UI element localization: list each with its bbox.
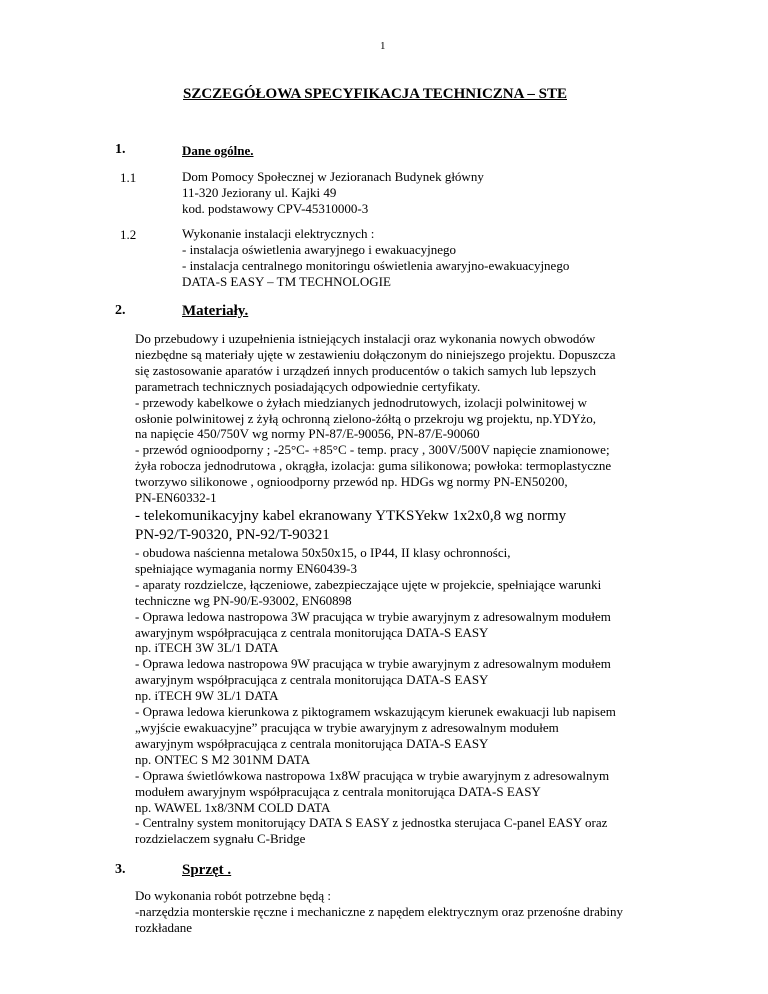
- text-line: tworzywo silikonowe , ognioodporny przewód np. HDGs wg normy PN-EN50200,: [135, 474, 568, 490]
- section-3-number: 3.: [115, 862, 126, 877]
- text-line: - Oprawa ledowa nastropowa 9W pracująca w trybie awaryjnym z adresowalnym modułem: [135, 656, 611, 672]
- section-3-heading: Sprzęt .: [182, 862, 232, 878]
- text-line: niezbędne są materiały ujęte w zestawieniu dołączonym do niniejszego projektu. Dopuszcza: [135, 346, 616, 362]
- section-2-body: [135, 331, 615, 506]
- document-title: SZCZEGÓŁOWA SPECYFIKACJA TECHNICZNA – STE: [183, 86, 567, 102]
- text-line: - przewód ognioodporny ; -25°C- +85°C - temp. pracy , 300V/500V napięcie znamionowe;: [135, 442, 610, 458]
- section-2-heading: Materiały.: [182, 303, 249, 319]
- text-line: PN-92/T-90320, PN-92/T-90321: [135, 527, 330, 543]
- text-line: - przewody kabelkowe o żyłach miedzianych jednodrutowych, izolacji polwinitowej w: [135, 394, 587, 410]
- text-line: spełniające wymagania normy EN60439-3: [135, 560, 358, 576]
- text-line: Wykonanie instalacji elektrycznych :: [182, 226, 375, 241]
- text-line: np. WAWEL 1x8/3NM COLD DATA: [135, 799, 331, 815]
- text-line: rozdzielaczem sygnału C-Bridge: [135, 831, 306, 847]
- section-2-materials-list: [135, 545, 616, 847]
- text-line: Do wykonania robót potrzebne będą :: [135, 888, 332, 903]
- text-line: - instalacja oświetlenia awaryjnego i ewakuacyjnego: [182, 241, 456, 257]
- text-line: - obudowa naścienna metalowa 50x50x15, o IP44, II klasy ochronności,: [135, 545, 511, 560]
- text-line: osłonie polwinitowej z żyłą ochronną zielono-żółtą o przekroju wg projektu, np.YDYżo,: [135, 410, 597, 426]
- text-line: awaryjnym współpracująca z centrala monitorująca DATA-S EASY: [135, 624, 489, 640]
- text-line: - aparaty rozdzielcze, łączeniowe, zabezpieczające ujęte w projekcie, spełniające warunki: [135, 576, 602, 592]
- text-line: - Oprawa ledowa kierunkowa z piktogramem wskazującym kierunek ewakuacji lub napisem: [135, 704, 616, 720]
- text-line: awaryjnym współpracująca z centrala monitorująca DATA-S EASY: [135, 672, 489, 688]
- page-number: 1: [380, 40, 386, 52]
- text-line: na napięcie 450/750V wg normy PN-87/E-90056, PN-87/E-90060: [135, 426, 480, 442]
- text-line: - telekomunikacyjny kabel ekranowany YTKSYekw 1x2x0,8 wg normy: [135, 508, 567, 524]
- item-1-1-text: [182, 169, 484, 217]
- item-1-2-text: [182, 226, 569, 290]
- text-line: PN-EN60332-1: [135, 490, 217, 506]
- text-line: np. iTECH 9W 3L/1 DATA: [135, 688, 279, 704]
- text-line: np. iTECH 3W 3L/1 DATA: [135, 640, 279, 656]
- text-line: modułem awaryjnym współpracująca z centrala monitorująca DATA-S EASY: [135, 783, 541, 799]
- text-line: „wyjście ewakuacyjne” pracująca w trybie awaryjnym z adresowalnym modułem: [135, 719, 559, 735]
- text-line: - Oprawa świetlówkowa nastropowa 1x8W pracująca w trybie awaryjnym z adresowalnym: [135, 767, 610, 783]
- text-line: się zastosowanie aparatów i urządzeń innych producentów o takich samych lub lepszych: [135, 362, 596, 378]
- text-line: - Centralny system monitorujący DATA S EASY z jednostka sterujaca C-panel EASY oraz: [135, 815, 608, 831]
- section-2-cable-item: [135, 507, 566, 545]
- text-line: żyła robocza jednodrutowa , okrągła, izolacja: guma silikonowa; powłoka: termoplastyczne: [135, 458, 612, 474]
- text-line: 11-320 Jeziorany ul. Kajki 49: [182, 184, 337, 200]
- text-line: - instalacja centralnego monitoringu oświetlenia awaryjno-ewakuacyjnego: [182, 257, 570, 273]
- section-1-number: 1.: [115, 142, 126, 157]
- section-3-body: [135, 888, 623, 936]
- text-line: techniczne wg PN-90/E-93002, EN60898: [135, 592, 352, 608]
- text-line: np. ONTEC S M2 301NM DATA: [135, 751, 311, 767]
- text-line: parametrach technicznych posiadających odpowiednie certyfikaty.: [135, 378, 481, 394]
- text-line: kod. podstawowy CPV-45310000-3: [182, 200, 369, 216]
- text-line: - Oprawa ledowa nastropowa 3W pracująca w trybie awaryjnym z adresowalnym modułem: [135, 608, 611, 624]
- text-line: Do przebudowy i uzupełnienia istniejących instalacji oraz wykonania nowych obwodów: [135, 331, 596, 346]
- text-line: Dom Pomocy Społecznej w Jezioranach Budynek główny: [182, 169, 484, 184]
- text-line: -narzędzia monterskie ręczne i mechaniczne z napędem elektrycznym oraz przenośne drabiny: [135, 903, 623, 919]
- item-1-2-number: 1.2: [120, 227, 137, 242]
- section-1-heading: Dane ogólne.: [182, 143, 254, 158]
- text-line: awaryjnym współpracująca z centrala monitorująca DATA-S EASY: [135, 735, 489, 751]
- text-line: rozkładane: [135, 919, 193, 935]
- section-2-number: 2.: [115, 303, 126, 318]
- text-line: DATA-S EASY – TM TECHNOLOGIE: [182, 273, 391, 289]
- item-1-1-number: 1.1: [120, 170, 137, 185]
